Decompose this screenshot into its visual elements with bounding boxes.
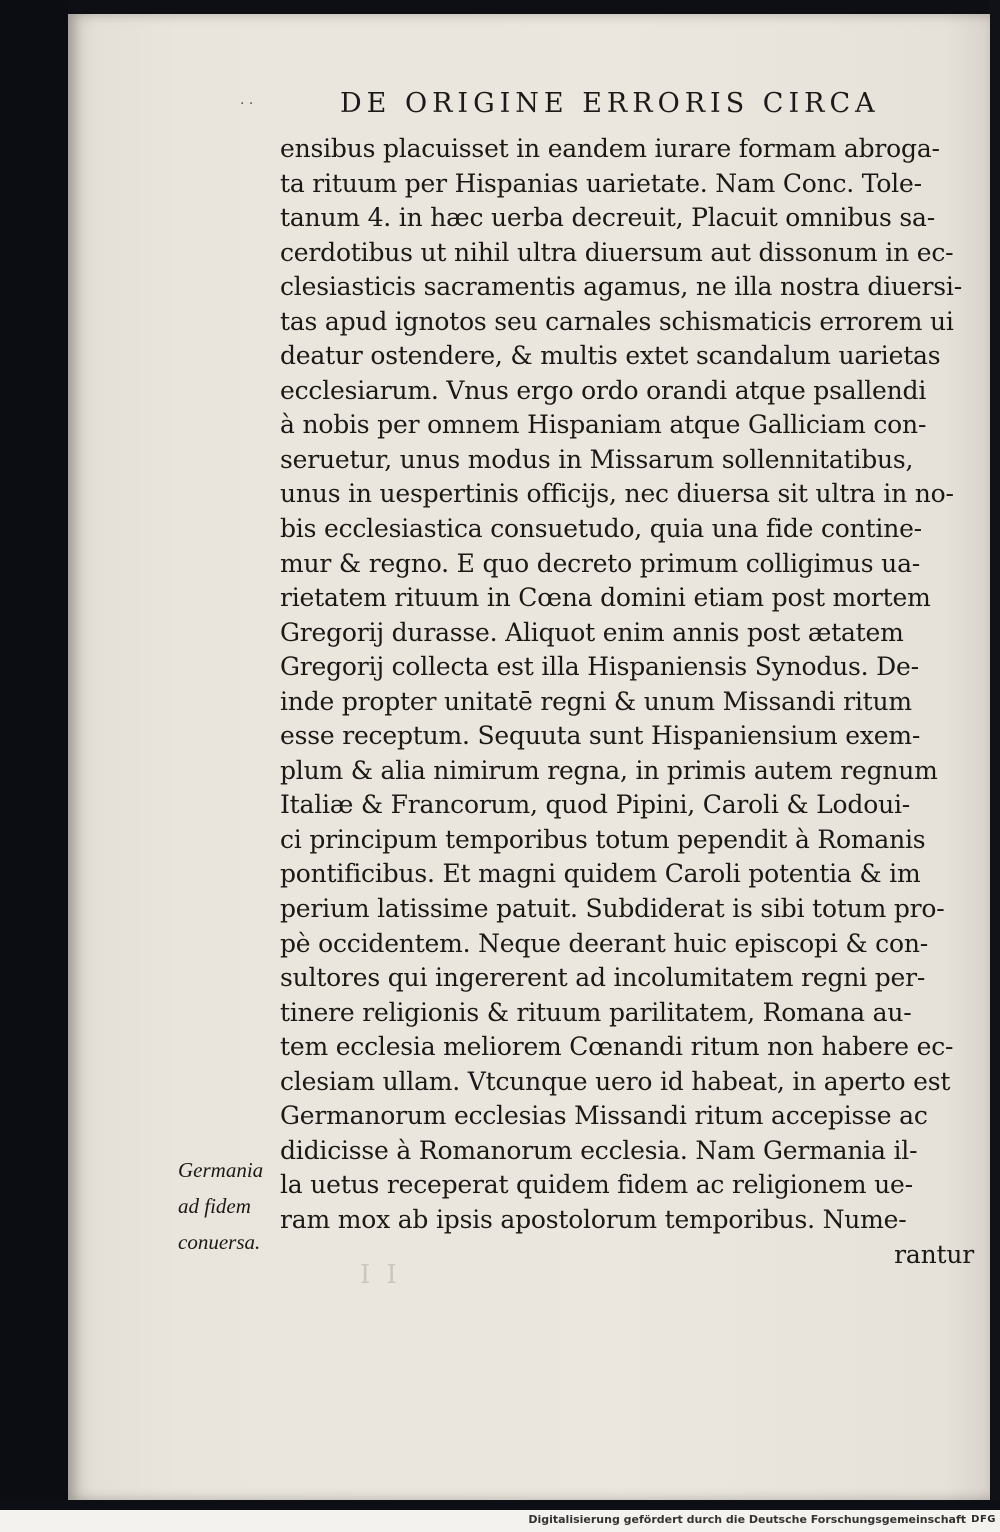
running-head: DE ORIGINE ERRORIS CIRCA — [340, 88, 880, 119]
text-line: à nobis per omnem Hispaniam atque Galliciam con- — [280, 410, 927, 440]
text-line: pè occidentem. Neque deerant huic episcopi & con- — [280, 928, 928, 958]
text-line: ram mox ab ipsis apostolorum temporibus. Nume- — [280, 1204, 907, 1234]
text-line: didicisse à Romanorum ecclesia. Nam Germania il- — [280, 1135, 918, 1165]
text-line: clesiasticis sacramentis agamus, ne illa nostra diuersi- — [280, 272, 962, 302]
dfg-logo-icon: DFG — [971, 1514, 996, 1525]
text-line: ci principum temporibus totum pependit à Romanis — [280, 824, 926, 854]
body-text-block — [280, 132, 980, 1272]
text-line: rietatem rituum in Cœna domini etiam post mortem — [280, 583, 931, 613]
footer-bar — [0, 1510, 1000, 1532]
text-line: inde propter unitatē regni & unum Missandi ritum — [280, 686, 912, 716]
text-line: perium latissime patuit. Subdiderat is sibi totum pro- — [280, 894, 945, 924]
text-line: tanum 4. in hæc uerba decreuit, Placuit omnibus sa- — [280, 203, 936, 233]
text-line: pontificibus. Et magni quidem Caroli potentia & im — [280, 859, 921, 889]
marginal-note-line: Germania — [178, 1158, 264, 1182]
text-line: ta rituum per Hispanias uarietate. Nam Conc. Tole- — [280, 168, 922, 198]
text-line: clesiam ullam. Vtcunque uero id habeat, in aperto est — [280, 1066, 951, 1096]
text-line: deatur ostendere, & multis extet scandalum uarietas — [280, 341, 941, 371]
scan-border-right — [990, 0, 1000, 1510]
text-line: Gregorij durasse. Aliquot enim annis post ætatem — [280, 617, 904, 647]
text-line: tas apud ignotos seu carnales schismaticis errorem ui — [280, 306, 954, 336]
marginal-note-line: conuersa. — [178, 1230, 261, 1254]
text-line: cerdotibus ut nihil ultra diuersum aut dissonum in ec- — [280, 237, 954, 267]
text-line: tinere religionis & rituum parilitatem, Romana au- — [280, 997, 912, 1027]
scan-border-top — [0, 0, 1000, 14]
bleed-through-mark: I I — [360, 1260, 401, 1290]
text-line: rantur — [894, 1239, 974, 1269]
scan-border-left — [0, 0, 68, 1510]
marginal-note-line: ad fidem — [178, 1194, 251, 1218]
marginal-note — [178, 1152, 278, 1260]
text-line: unus in uespertinis officijs, nec diuersa sit ultra in no- — [280, 479, 954, 509]
text-line: tem ecclesia meliorem Cœnandi ritum non habere ec- — [280, 1032, 954, 1062]
text-line: Germanorum ecclesias Missandi ritum accepisse ac — [280, 1101, 928, 1131]
page-mark-glyph: · · — [240, 96, 254, 112]
text-line: Italiæ & Francorum, quod Pipini, Caroli & Lodoui- — [280, 790, 911, 820]
text-line: sultores qui ingererent ad incolumitatem regni per- — [280, 963, 926, 993]
text-line: ensibus placuisset in eandem iurare formam abroga- — [280, 134, 940, 163]
text-line: la uetus receperat quidem fidem ac religionem ue- — [280, 1170, 913, 1200]
text-line: mur & regno. E quo decreto primum colligimus ua- — [280, 548, 921, 578]
text-line: Gregorij collecta est illa Hispaniensis Synodus. De- — [280, 652, 919, 682]
scan-border-bottom — [0, 1500, 1000, 1510]
text-line: bis ecclesiastica consuetudo, quia una fide contine- — [280, 514, 922, 544]
text-line: esse receptum. Sequuta sunt Hispaniensium exem- — [280, 721, 921, 751]
text-line: seruetur, unus modus in Missarum sollennitatibus, — [280, 444, 914, 474]
text-line: ecclesiarum. Vnus ergo ordo orandi atque psallendi — [280, 375, 927, 405]
footer-credit: Digitalisierung gefördert durch die Deutsche Forschungsgemeinschaft — [528, 1513, 966, 1526]
text-line: plum & alia nimirum regna, in primis autem regnum — [280, 755, 938, 785]
